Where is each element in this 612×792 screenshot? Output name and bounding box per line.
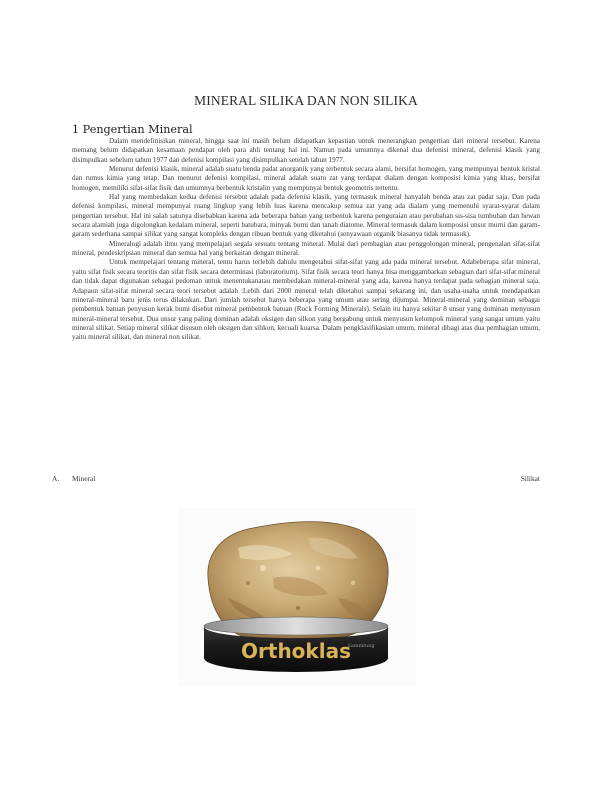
paragraph: Mineralogi adalah ilmu yang mempelajari segala sesuatu tentang mineral. Mulai dari pembagian atau penggolongan mineral, pengenalan sifat-sifat mineral, pendeskripsian mineral dan semua hal yang berkaitan dengan mineral. (72, 239, 540, 258)
paragraph: Menurut defenisi klasik, mineral adalah suatu benda padat anorganik yang terbentuk secara alami, bersifat homogen, yang mempunyai bentuk kristal dan rumus kimia yang tetap. Dan menurut defenisi kompilasi, mineral adalah suatu zat yang terdapat dialam dengan komposisi kimia yang khas, bersifat homogen, memiliki sifat-sifat fisik dan umumnya berbentuk kristalin yang mempunyai bentuk geometris tertentu. (72, 165, 540, 192)
list-item-label: Mineral (72, 474, 96, 483)
list-item (52, 474, 540, 486)
paragraph: Hal yang membedakan kedua defenisi tersebut adalah pada defenisi klasik, yang termasuk mineral hanyalah benda atau zat padat saja. Dan pada defenisi kompilasi, mineral mempunyai ruang lingkup yang lebih luas karena mencakup semua zat yang ada dialam yang memenuhi syarat-syarat dalam pengertian tersebut. Hal ini salah satunya disebabkan karena ada beberapa bahan yang terbentuk karena penguraian atau perubahan sis-sisa tumbuhan dan hewan secara alamiah juga digolongkan kedalam mineral, seperti batubara, minyak bumi dan tanah diatome. Mineral termasuk dalam komposisi unsur murni dan garam-garam sederhana sampai silikat yang sangat kompleks dengan ribuan bentuk yang diketahui (senyawaan organik biasanya tidak termasuk). (72, 193, 540, 239)
document-title: MINERAL SILIKA DAN NON SILIKA (194, 93, 418, 108)
paragraph: Untuk mempelajari tentang mineral, tentu harus terlebih dahulu mengetahui sifat-sifat yang ada pada mineral tersebut. Adabeberapa sifat mineral, yaitu sifat fisik secara teoritis dan sifat fisik secara determinasi (laboratorium). Sifat fisik secara teori hanya bisa menggambarkan sebagian dari sifat-sifat mineral dan tidak dapat digunakan sebagai pedoman untuk menentukanatau membedakan mineral-mineral yang ada, karena hanya terdapat pada sebagian mineral saja. Adapaun sifat-sifat mineral secara teori tersebut adalah :Lebih dari 2000 mineral telah diketahui sampai sekarang ini, dan usaha-usaha untuk mendapatkan mineral-mineral baru jenis terus dilakukan. Dari jumlah tersebut hanya beberapa yang umum atau sering dijumpai. Mineral-mineral yang dominan sebagai pembentuk batuan penyusun kerak bumi disebut mineral pembentuk batuan (Rock Forming Minerals). Selain itu hanya sekitar 8 unsur yang dominan menyusun mineral-mineral tersebut. Dua unsur yang paling dominan adalah oksigen dan silkon yang bergabung untuk menyusun kelompok mineral yang sangat umum yaitu mineral silikat. Setiap mineral silikat disusun oleh oksigen dan silikon, kecuali kuarsa. Dalam pengklasifikasian umum, mineral dibagi atas dua pembagian umum, yaitu mineral silikat, dan mineral non silikat. (72, 258, 540, 342)
list-item-right-text: Silikat (520, 474, 540, 483)
list-marker: A. (52, 474, 60, 483)
section-heading: 1 Pengertian Mineral (72, 123, 193, 136)
paragraph: Dalam mendefinisikan mineral, hingga saat ini masih belum didapatkan kepastian untuk menerangkan pengertian dari mineral tersebut. Karena memang belum didapatkan kesamaan pendapat oleh para ahli tentang hal ini. Namun pada umumnya dikenal dua defenisi mineral, defenisi klasik yang disimpulkan sebelum tahun 1977 dan defenisi kompilasi yang disimpulkan setelah tahun 1977. (72, 137, 540, 164)
orthoclase-specimen-image (178, 508, 416, 686)
section-body (72, 137, 540, 343)
specimen-label-text: Orthoklas (241, 639, 351, 663)
specimen-small-text: Sammlung (347, 643, 375, 649)
